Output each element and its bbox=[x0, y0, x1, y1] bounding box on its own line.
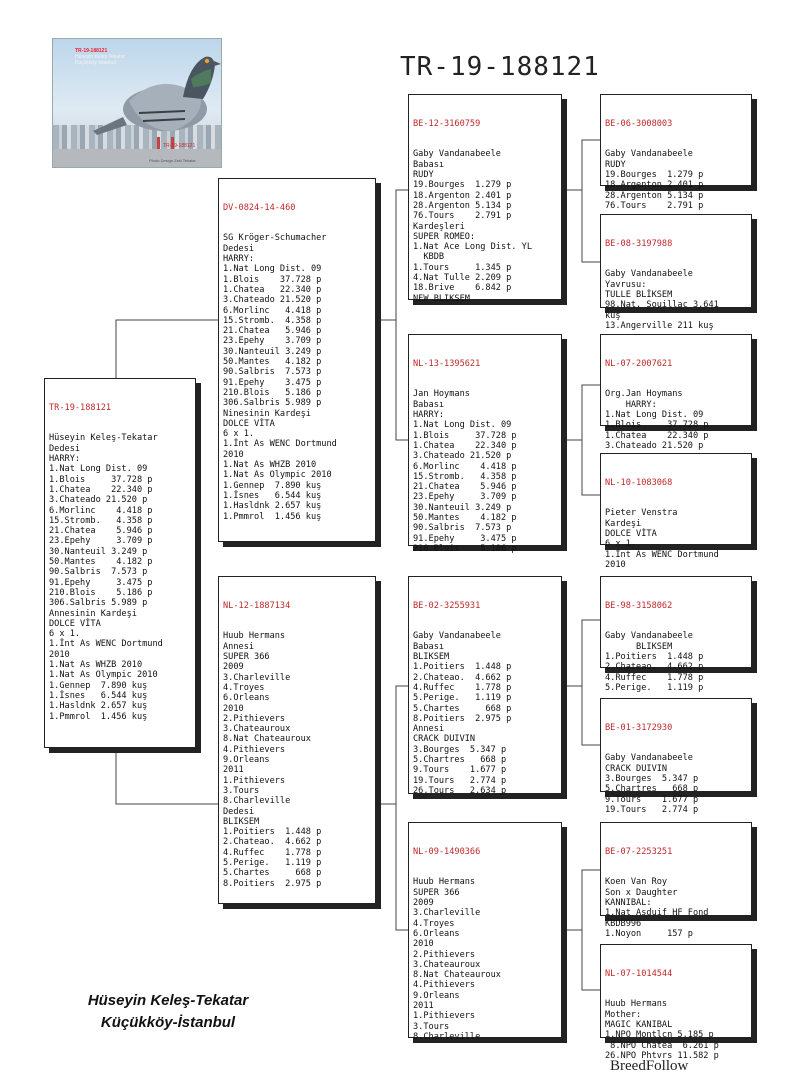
card-sire-dam-dam bbox=[600, 453, 752, 570]
card-line: 1.Nat Ace Long Dist. YL bbox=[413, 242, 532, 253]
card-line: 23.Epehy 3.709 p bbox=[223, 336, 322, 347]
card-line: 1.Gennep 7.890 kuş bbox=[223, 480, 322, 491]
card-line: 28.Argenton 5.134 p bbox=[605, 190, 704, 201]
card-line: HARRY: bbox=[223, 254, 255, 265]
card-line: 1.NPO Montlcn 5.185 p bbox=[605, 1030, 714, 1041]
ring-number: BE-06-3008003 bbox=[605, 118, 673, 129]
card-line: 1.Nat As Olympic 2010 bbox=[49, 670, 158, 681]
card-line: 1.Blois 37.728 p bbox=[605, 420, 709, 431]
card-line: 30.Nanteuil 3.249 p bbox=[223, 346, 322, 357]
card-line: 5.Perige. 1.119 p bbox=[605, 682, 704, 693]
card-line: Gaby Vandanabeele bbox=[413, 631, 501, 642]
card-line: Jan Hoymans bbox=[413, 389, 470, 400]
card-line: Dedesi bbox=[223, 806, 255, 817]
card-line: 1.Poitiers 1.448 p bbox=[605, 652, 704, 663]
card-line: 50.Mantes 4.182 p bbox=[413, 513, 517, 524]
card-line: Gaby Vandanabeele bbox=[413, 149, 501, 160]
card-line: 19.Tours 2.774 p bbox=[605, 804, 699, 815]
card-line: 8.NPO Chatea 6.261 p bbox=[605, 1040, 719, 1051]
card-sire-dam-sire bbox=[600, 334, 752, 451]
photo-caption-ring: TR-19-188121 bbox=[75, 48, 108, 54]
card-line: 1.İsnes 6.544 kuş bbox=[49, 690, 148, 701]
card-line: 90.Salbris 7.573 p bbox=[413, 523, 512, 534]
card-line: Gaby Vandanabeele bbox=[605, 753, 693, 764]
card-line: 4.Nat Tulle 2.209 p bbox=[413, 273, 512, 284]
card-line: Son x Daughter bbox=[605, 887, 678, 898]
card-line: DOLCE VİTA bbox=[223, 418, 275, 429]
card-line: 9.Orleans bbox=[223, 755, 270, 766]
ring-number: NL-07-2007621 bbox=[605, 358, 673, 369]
card-line: 2.Pithievers bbox=[413, 949, 476, 960]
card-line: 91.Epehy 3.475 p bbox=[223, 377, 322, 388]
card-line: 1.Poitiers 1.448 p bbox=[413, 662, 512, 673]
card-line: 1.Nat As Olympic 2010 bbox=[223, 470, 332, 481]
card-line: 4.Ruffec 1.778 p bbox=[413, 682, 512, 693]
card-line: 210.Blois 5.186 p bbox=[413, 543, 517, 554]
card-line: 306.Salbris 5.989 p bbox=[223, 398, 322, 409]
card-line: 15.Stromb. 4.358 p bbox=[413, 471, 517, 482]
card-line: NEW BLIKSEM bbox=[413, 293, 470, 304]
card-lines bbox=[605, 508, 747, 570]
card-line: Mother: bbox=[605, 1009, 642, 1020]
card-line: kuş bbox=[605, 310, 621, 321]
owner-signature bbox=[48, 990, 288, 1034]
card-line: 210.Blois 5.186 p bbox=[49, 587, 153, 598]
card-line: 1.Nat Asduif HF Fond bbox=[605, 908, 709, 919]
card-line: 21.Chatea 5.946 p bbox=[223, 326, 322, 337]
card-line: MAGIC KANIBAL bbox=[605, 1020, 673, 1031]
card-dam-dam-sire bbox=[600, 822, 752, 939]
ring-number: BE-01-3172930 bbox=[605, 722, 673, 733]
card-dam-sire-sire bbox=[600, 576, 752, 693]
card-line: 1.Nat Long Dist. 09 bbox=[605, 410, 704, 421]
card-line: 2010 bbox=[413, 939, 434, 950]
card-line: 90.Salbris 7.573 p bbox=[223, 367, 322, 378]
card-line: 6.Orleans bbox=[223, 693, 270, 704]
card-sire-sire-sire bbox=[600, 94, 752, 211]
card-line: 1.Tours 1.345 p bbox=[413, 262, 512, 273]
card-lines bbox=[605, 269, 747, 331]
card-line: 28.Argenton 5.134 p bbox=[413, 200, 512, 211]
card-line: 76.Tours 2.791 p bbox=[605, 200, 704, 211]
card-line: 6 x 1. bbox=[49, 629, 81, 640]
card-line: 1.İnt As WENC Dortmund bbox=[605, 549, 719, 560]
card-line: 8.Poitiers 2.975 p bbox=[413, 713, 512, 724]
card-line: Kardeşleri bbox=[413, 221, 465, 232]
card-line: 3.Tours bbox=[413, 1021, 450, 1032]
card-line: 3.Chateado 21.520 p bbox=[223, 295, 322, 306]
card-line: 4.Troyes bbox=[413, 918, 455, 929]
card-line: Huub Hermans bbox=[223, 631, 286, 642]
card-lines bbox=[413, 389, 557, 554]
card-line: CRACK DUIVIN bbox=[413, 734, 476, 745]
card-line: 19.Bourges 1.279 p bbox=[605, 170, 704, 181]
card-line: 5.Chartes 668 p bbox=[223, 868, 322, 879]
card-line: 1.Hasldnk 2.657 kuş bbox=[223, 501, 322, 512]
card-line: Huub Hermans bbox=[413, 877, 476, 888]
card-line: BLIKSEM bbox=[413, 652, 450, 663]
card-line: 3.Chateauroux bbox=[413, 959, 481, 970]
card-line: 15.Stromb. 4.358 p bbox=[49, 515, 153, 526]
card-line: 1.Blois 37.728 p bbox=[413, 430, 517, 441]
card-line: 3.Chateado 21.520 p bbox=[413, 451, 512, 462]
card-line: HARRY: bbox=[49, 454, 81, 465]
card-line: 98.Nat. Souillac 3.641 bbox=[605, 300, 719, 311]
card-line: 4.Pithievers bbox=[223, 744, 286, 755]
card-lines bbox=[605, 149, 747, 211]
card-line: 6 x 1. bbox=[605, 539, 637, 550]
card-line: 2010 bbox=[223, 703, 244, 714]
card-line: 1.Nat Long Dist. 09 bbox=[413, 420, 512, 431]
ring-number: NL-07-1014544 bbox=[605, 968, 673, 979]
card-lines bbox=[605, 753, 747, 815]
card-line: SG Kröger-Schumacher bbox=[223, 233, 327, 244]
card-line: 23.Epehy 3.709 p bbox=[49, 536, 153, 547]
card-line: Annesinin Kardeşi bbox=[49, 608, 137, 619]
card-line: Annesi bbox=[413, 724, 445, 735]
card-line: 1.Poitiers 1.448 p bbox=[223, 827, 322, 838]
owner-name: Hüseyin Keleş-Tekatar bbox=[87, 992, 249, 1009]
card-line: 2010 bbox=[605, 559, 626, 570]
ring-number: NL-13-1395621 bbox=[413, 358, 481, 369]
card-line: 1.Chatea 22.340 p bbox=[605, 430, 709, 441]
card-sire-dam bbox=[408, 334, 562, 554]
card-line: 8.Nat Chateauroux bbox=[413, 970, 501, 981]
card-line: 3.Tours bbox=[223, 785, 260, 796]
card-line: 1.İsnes 6.544 kuş bbox=[223, 490, 322, 501]
ring-number: NL-09-1490366 bbox=[413, 846, 481, 857]
card-sire-sire bbox=[408, 94, 562, 304]
card-line: HARRY: bbox=[605, 399, 657, 410]
card-line: 21.Chatea 5.946 p bbox=[49, 526, 153, 537]
card-line: SUPER 366 bbox=[413, 887, 460, 898]
card-line: 5.Chartres 668 p bbox=[605, 784, 699, 795]
card-line: DOLCE VİTA bbox=[605, 529, 657, 540]
ring-number: BE-08-3197988 bbox=[605, 238, 673, 249]
card-line: KBDB bbox=[413, 252, 445, 263]
card-line: 1.Gennep 7.890 kuş bbox=[49, 680, 148, 691]
card-line: SUPER ROMEO: bbox=[413, 231, 476, 242]
card-line: 1.Pmmrol 1.456 kuş bbox=[49, 711, 148, 722]
card-line: 210.Blois 5.186 p bbox=[223, 387, 322, 398]
card-line: Gaby Vandanabeele bbox=[605, 149, 693, 160]
card-line: 1.Nat Long Dist. 09 bbox=[49, 464, 148, 475]
card-line: KANNIBAL: bbox=[605, 898, 652, 909]
card-line: Ninesinin Kardeşi bbox=[223, 408, 311, 419]
card-line: 8.Charleville bbox=[223, 796, 291, 807]
card-line: 1.İnt As WENC Dortmund bbox=[49, 639, 163, 650]
card-line: Koen Van Roy bbox=[605, 877, 668, 888]
ring-number: NL-12-1887134 bbox=[223, 600, 291, 611]
card-line: RUDY bbox=[413, 170, 434, 181]
card-lines bbox=[223, 631, 371, 888]
ring-number: TR-19-188121 bbox=[49, 402, 112, 413]
card-line: Dedesi bbox=[49, 443, 81, 454]
card-dam bbox=[218, 576, 376, 904]
card-line: 9.Tours 1.677 p bbox=[413, 765, 507, 776]
card-line: 6.Morlinc 4.418 p bbox=[49, 505, 153, 516]
ring-number: BE-98-3158062 bbox=[605, 600, 673, 611]
card-line: Huub Hermans bbox=[605, 999, 668, 1010]
card-sire bbox=[218, 178, 376, 542]
card-line: HARRY: bbox=[413, 410, 445, 421]
card-line: 2011 bbox=[413, 1001, 434, 1012]
card-line: 50.Mantes 4.182 p bbox=[223, 357, 322, 368]
card-line: 3.Charleville bbox=[413, 908, 481, 919]
card-line: Annesi bbox=[223, 641, 255, 652]
card-line: 76.Tours 2.791 p bbox=[413, 211, 512, 222]
card-line: 4.Ruffec 1.778 p bbox=[223, 847, 322, 858]
card-line: 15.Stromb. 4.358 p bbox=[223, 315, 322, 326]
card-line: 6.Morlinc 4.418 p bbox=[223, 305, 322, 316]
card-line: 5.Perige. 1.119 p bbox=[413, 693, 512, 704]
card-line: Babası bbox=[413, 159, 445, 170]
ring-number: NL-10-1083068 bbox=[605, 477, 673, 488]
card-line: 2.Chateao. 4.662 p bbox=[413, 672, 512, 683]
card-line: 21.Chatea 5.946 p bbox=[413, 482, 517, 493]
card-line: 8.Nat Chateauroux bbox=[223, 734, 311, 745]
card-line: 30.Nanteuil 3.249 p bbox=[49, 546, 148, 557]
card-line: 1.Nat As WHZB 2010 bbox=[49, 660, 143, 671]
card-line: 1.Chatea 22.340 p bbox=[413, 440, 517, 451]
card-line: 1.Blois 37.728 p bbox=[49, 474, 153, 485]
card-lines bbox=[605, 389, 747, 451]
card-line: Gaby Vandanabeele bbox=[605, 631, 693, 642]
card-line: 3.Chateado 21.520 p bbox=[605, 440, 704, 451]
card-line: CRACK DUIVIN bbox=[605, 763, 668, 774]
card-line: 4.Troyes bbox=[223, 682, 265, 693]
card-line: 1.Nat Long Dist. 09 bbox=[223, 264, 322, 275]
card-line: 5.Perige. 1.119 p bbox=[223, 858, 322, 869]
card-line: 2010 bbox=[223, 449, 244, 460]
ring-number: BE-12-3160759 bbox=[413, 118, 481, 129]
photo-badge: TR-19-188121 bbox=[163, 143, 196, 149]
card-line: 2.Chateao. 4.662 p bbox=[223, 837, 322, 848]
card-lines bbox=[413, 149, 557, 303]
card-line: 4.Ruffec 1.778 p bbox=[605, 672, 704, 683]
card-line: 90.Salbris 7.573 p bbox=[49, 567, 148, 578]
card-line: 9.Tours 1.677 p bbox=[605, 794, 699, 805]
card-line: TULLE BLİKSEM bbox=[605, 290, 673, 301]
card-line: 5.Chartres 668 p bbox=[413, 755, 507, 766]
card-line: 1.Noyon 157 p bbox=[605, 928, 693, 939]
card-line: 2011 bbox=[223, 765, 244, 776]
card-line: 1.Pithievers bbox=[413, 1011, 476, 1022]
card-line: 30.Nanteuil 3.249 p bbox=[413, 502, 512, 513]
card-line: 306.Salbris 5.989 p bbox=[49, 598, 148, 609]
card-line: 19.Bourges 1.279 p bbox=[413, 180, 512, 191]
card-line: 1.Pmmrol 1.456 kuş bbox=[223, 511, 322, 522]
card-line: Org.Jan Hoymans bbox=[605, 389, 683, 400]
card-line: 13.Angerville 211 kuş bbox=[605, 320, 714, 331]
card-line: 6.Morlinc 4.418 p bbox=[413, 461, 517, 472]
ring-number: BE-02-3255931 bbox=[413, 600, 481, 611]
card-line: 26.Tours 2.634 p bbox=[413, 785, 507, 796]
card-line: 91.Epehy 3.475 p bbox=[413, 533, 517, 544]
card-line: 2009 bbox=[223, 662, 244, 673]
photo-caption-owner: Hüseyin Keleş-Tekatar bbox=[75, 54, 126, 60]
card-line: Pieter Venstra bbox=[605, 508, 678, 519]
card-dam-sire-dam bbox=[600, 698, 752, 815]
card-line: 2010 bbox=[49, 649, 70, 660]
card-line: 2009 bbox=[413, 898, 434, 909]
brand-name: BreedFollow bbox=[610, 1058, 689, 1074]
card-sire-sire-dam bbox=[600, 214, 752, 331]
card-line: 26.NPO Phtvrs 11.582 p bbox=[605, 1050, 719, 1061]
card-line: Yavrusu: bbox=[605, 279, 647, 290]
card-line: 6 x 1. bbox=[223, 429, 255, 440]
card-dam-sire bbox=[408, 576, 562, 794]
card-dam-dam bbox=[408, 822, 562, 1042]
card-line: 8.Charleville bbox=[413, 1031, 481, 1042]
card-subject bbox=[44, 378, 196, 748]
card-line: 23.Epehy 3.709 p bbox=[413, 492, 517, 503]
card-line: 1.İnt As WENC Dortmund bbox=[223, 439, 337, 450]
card-line: 91.Epehy 3.475 p bbox=[49, 577, 153, 588]
card-lines bbox=[605, 631, 747, 693]
card-line: 5.Chartes 668 p bbox=[413, 703, 512, 714]
ring-number: DV-0824-14-460 bbox=[223, 202, 296, 213]
card-line: 18.Argenton 2.401 p bbox=[413, 190, 512, 201]
card-line: 50.Mantes 4.182 p bbox=[49, 557, 153, 568]
card-line: 1.Pithievers bbox=[223, 775, 286, 786]
card-line: 3.Chateado 21.520 p bbox=[49, 495, 148, 506]
card-line: 3.Chateauroux bbox=[223, 724, 291, 735]
card-dam-dam-dam bbox=[600, 944, 752, 1061]
card-line: Babası bbox=[413, 399, 445, 410]
card-line: 6.Orleans bbox=[413, 928, 460, 939]
card-lines bbox=[223, 233, 371, 521]
card-line: 2.Pithievers bbox=[223, 713, 286, 724]
card-line: 3.Charleville bbox=[223, 672, 291, 683]
card-line: RUDY bbox=[605, 159, 626, 170]
card-line: Babası bbox=[413, 641, 445, 652]
card-line: SUPER 366 bbox=[223, 652, 270, 663]
card-lines bbox=[605, 877, 747, 939]
photo-footer: Photo Design Zeki Tekatar bbox=[149, 158, 196, 163]
card-line: 1.Chatea 22.340 p bbox=[49, 484, 153, 495]
card-line: Kardeşi bbox=[605, 518, 642, 529]
card-line: 8.Poitiers 2.975 p bbox=[223, 878, 322, 889]
card-line: 2.Chateao. 4.662 p bbox=[605, 662, 704, 673]
page-title: TR-19-188121 bbox=[400, 52, 600, 82]
card-line: 4.Pithievers bbox=[413, 980, 476, 991]
card-line: 3.Bourges 5.347 p bbox=[605, 774, 699, 785]
card-line: BLIKSEM bbox=[223, 816, 260, 827]
card-line: 1.Nat As WHZB 2010 bbox=[223, 460, 317, 471]
card-line: Hüseyin Keleş-Tekatar bbox=[49, 433, 158, 444]
card-lines bbox=[413, 631, 557, 796]
card-line: BLIKSEM bbox=[605, 641, 673, 652]
card-line: 9.Orleans bbox=[413, 990, 460, 1001]
card-lines bbox=[413, 877, 557, 1042]
ring-number: BE-07-2253251 bbox=[605, 846, 673, 857]
card-line: Gaby Vandanabeele bbox=[605, 269, 693, 280]
card-line: 18.Brive 6.842 p bbox=[413, 283, 512, 294]
card-line: 3.Bourges 5.347 p bbox=[413, 744, 507, 755]
card-lines bbox=[605, 999, 747, 1061]
owner-location: Küçükköy-İstanbul bbox=[100, 1014, 236, 1031]
card-line: 19.Tours 2.774 p bbox=[413, 775, 507, 786]
card-line: 18.Argenton 2.401 p bbox=[605, 180, 704, 191]
card-line: DOLCE VİTA bbox=[49, 618, 101, 629]
card-line: 1.Chatea 22.340 p bbox=[223, 284, 322, 295]
card-lines bbox=[49, 433, 191, 721]
card-line: Dedesi bbox=[223, 243, 255, 254]
card-line: 1.Blois 37.728 p bbox=[223, 274, 322, 285]
card-line: 1.Hasldnk 2.657 kuş bbox=[49, 701, 148, 712]
card-line: KBDB996 bbox=[605, 918, 642, 929]
photo-caption-location: Küçükköy-İstanbul bbox=[75, 60, 116, 66]
